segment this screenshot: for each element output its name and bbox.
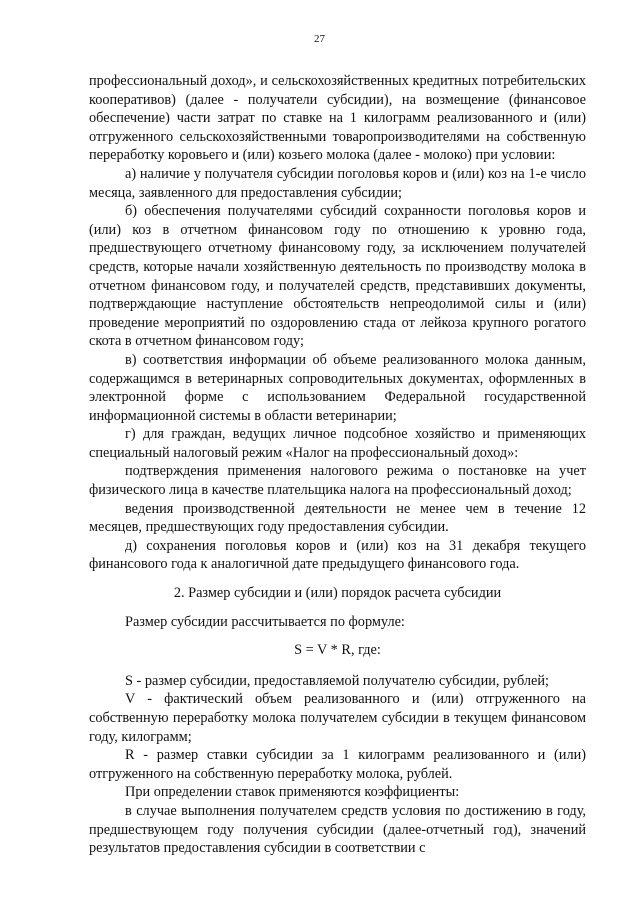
document-body <box>89 72 586 858</box>
paragraph: г) для граждан, ведущих личное подсобное хозяйство и применяющих специальный налоговый режим «Налог на профессиональный доход»: <box>89 426 586 461</box>
paragraph: в) соответствия информации об объеме реализованного молока данным, содержащимся в ветеринарных сопроводительных документах, оформленных в электронной форме с использованием Федеральной государственной информационной системы в области ветеринарии; <box>89 351 586 424</box>
paragraph: S - размер субсидии, предоставляемой получателю субсидии, рублей; <box>125 672 550 689</box>
page-number: 27 <box>314 33 325 45</box>
paragraph: б) обеспечения получателями субсидий сохранности поголовья коров и (или) коз в отчетном финансовом году по отношению к уровню года, предшествующего отчетному финансовому году, за исключением получателей средств, которые начали хозяйственную деятельность по производству молока в отчетном финансовом году, и получателей средств, представивших документы, подтверждающие наступление обстоятельств непреодолимой силы и (или) проведение мероприятий по оздоровлению стада от лейкоза крупного рогатого скота в отчетном финансовом году; <box>89 203 586 350</box>
formula: S = V * R, где: <box>294 642 381 659</box>
top-paragraphs <box>89 72 586 574</box>
paragraph: подтверждения применения налогового режима о постановке на учет физического лица в качестве плательщика налога на профессиональный доход; <box>89 463 586 499</box>
paragraph: ведения производственной деятельности не менее чем в течение 12 месяцев, предшествующих году предоставления субсидии. <box>89 500 586 536</box>
paragraph: V - фактический объем реализованного и (или) отгруженного на собственную переработку молока получателем субсидии в текущем финансовом году, килограмм; <box>89 691 586 745</box>
paragraph: профессиональный доход», и сельскохозяйственных кредитных потребительских кооперативов) (далее - получатели субсидии), на возмещение (финансовое обеспечение) части затрат по ставке на 1 килограмм реализованного и (или) отгруженного сельскохозяйственными товаропроизводителями на собственную переработку коровьего и (или) козьего молока (далее - молоко) при условии: <box>89 73 586 164</box>
paragraph: д) сохранения поголовья коров и (или) коз на 31 декабря текущего финансового года к аналогичной дате предыдущего финансового года. <box>89 537 586 573</box>
bottom-paragraphs <box>89 672 586 858</box>
paragraph: При определении ставок применяются коэффициенты: <box>125 784 460 801</box>
section-title: 2. Размер субсидии и (или) порядок расчета субсидии <box>173 585 502 602</box>
paragraph: R - размер ставки субсидии за 1 килограмм реализованного и (или) отгруженного на собственную переработку молока, рублей. <box>89 747 586 782</box>
formula-intro: Размер субсидии рассчитывается по формуле: <box>125 613 405 630</box>
paragraph: а) наличие у получателя субсидии поголовья коров и (или) коз на 1-е число месяца, заявленного для предоставления субсидии; <box>89 165 586 201</box>
paragraph: в случае выполнения получателем средств условия по достижению в году, предшествующем году получения субсидии (далее-отчетный год), значений результатов предоставления субсидии в соответствии с <box>89 802 586 857</box>
